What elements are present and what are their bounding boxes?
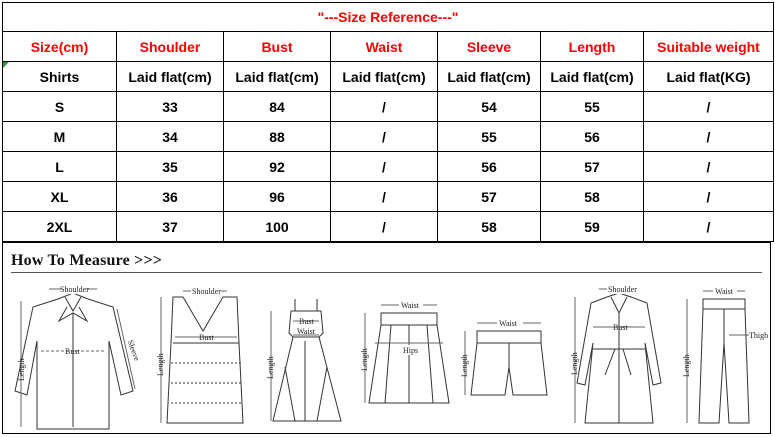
label-bust: Bust — [65, 347, 80, 356]
size-cell: XL — [3, 182, 117, 212]
unit-cell-shirts — [3, 62, 117, 92]
unit-label: Shirts — [39, 68, 80, 85]
label-thigh: Thigh — [749, 331, 769, 340]
table-row — [3, 182, 774, 212]
table-row — [3, 92, 774, 122]
table-cell: 88 — [224, 122, 331, 152]
table-row — [3, 212, 774, 242]
table-cell: 35 — [117, 152, 224, 182]
dress-icon — [265, 297, 345, 427]
table-cell: / — [644, 92, 774, 122]
label-length: Length — [460, 354, 469, 377]
shorts-icon — [459, 315, 559, 405]
label-shoulder: Shoulder — [60, 285, 89, 294]
how-to-measure-heading: How To Measure >>> — [11, 252, 163, 269]
label-waist: Waist — [297, 327, 316, 336]
label-bust: Bust — [613, 323, 628, 332]
unit-cell: Laid flat(KG) — [644, 62, 774, 92]
unit-cell: Laid flat(cm) — [331, 62, 438, 92]
table-cell: 37 — [117, 212, 224, 242]
table-cell: 55 — [438, 122, 541, 152]
table-cell: 57 — [438, 182, 541, 212]
size-cell: S — [3, 92, 117, 122]
heading-divider — [11, 272, 762, 273]
label-shoulder: Shoulder — [192, 287, 221, 296]
unit-cell: Laid flat(cm) — [541, 62, 644, 92]
label-sleeve: Sleeve — [125, 338, 142, 362]
table-cell: 58 — [438, 212, 541, 242]
header-size: Size(cm) — [3, 32, 117, 62]
table-cell: 55 — [541, 92, 644, 122]
label-hips: Hips — [403, 346, 419, 355]
label-waist: Waist — [401, 301, 420, 310]
label-shoulder: Shoulder — [608, 285, 637, 294]
table-cell: / — [644, 152, 774, 182]
table-cell: 84 — [224, 92, 331, 122]
header-length: Length — [541, 32, 644, 62]
table-cell: / — [331, 212, 438, 242]
header-suitable-weight: Suitable weight — [644, 32, 774, 62]
table-cell: 34 — [117, 122, 224, 152]
size-cell: L — [3, 152, 117, 182]
size-reference-table — [2, 2, 774, 242]
table-cell: 56 — [541, 122, 644, 152]
label-length: Length — [570, 352, 579, 375]
table-cell: / — [331, 152, 438, 182]
table-cell: 96 — [224, 182, 331, 212]
table-cell: 92 — [224, 152, 331, 182]
blouse-icon — [13, 281, 143, 431]
label-length: Length — [266, 356, 275, 379]
label-length: Length — [682, 354, 691, 377]
label-length: Length — [360, 348, 369, 371]
size-cell: M — [3, 122, 117, 152]
header-bust: Bust — [224, 32, 331, 62]
header-waist: Waist — [331, 32, 438, 62]
table-cell: 56 — [438, 152, 541, 182]
label-waist: Waist — [499, 319, 518, 328]
table-cell: 36 — [117, 182, 224, 212]
corner-triangle-icon — [3, 62, 9, 68]
label-length: Length — [17, 358, 26, 381]
table-row — [3, 122, 774, 152]
table-cell: / — [331, 122, 438, 152]
table-cell: 59 — [541, 212, 644, 242]
table-cell: / — [644, 212, 774, 242]
table-cell: 33 — [117, 92, 224, 122]
table-title: "---Size Reference---" — [3, 3, 774, 32]
table-cell: / — [644, 182, 774, 212]
skirt-icon — [361, 295, 451, 407]
unit-cell: Laid flat(cm) — [438, 62, 541, 92]
how-to-measure-panel — [2, 242, 771, 434]
table-cell: 54 — [438, 92, 541, 122]
table-cell: / — [331, 182, 438, 212]
table-cell: / — [331, 92, 438, 122]
table-cell: / — [644, 122, 774, 152]
unit-cell: Laid flat(cm) — [224, 62, 331, 92]
header-shoulder: Shoulder — [117, 32, 224, 62]
tank-top-icon — [153, 283, 253, 429]
label-length: Length — [156, 353, 165, 376]
table-cell: 58 — [541, 182, 644, 212]
trench-coat-icon — [569, 283, 669, 429]
table-cell: 57 — [541, 152, 644, 182]
size-cell: 2XL — [3, 212, 117, 242]
trousers-icon — [679, 283, 769, 429]
label-waist: Waist — [715, 287, 734, 296]
label-bust: Bust — [299, 317, 314, 326]
label-bust: Bust — [199, 333, 214, 342]
table-row — [3, 152, 774, 182]
header-sleeve: Sleeve — [438, 32, 541, 62]
table-cell: 100 — [224, 212, 331, 242]
unit-cell: Laid flat(cm) — [117, 62, 224, 92]
